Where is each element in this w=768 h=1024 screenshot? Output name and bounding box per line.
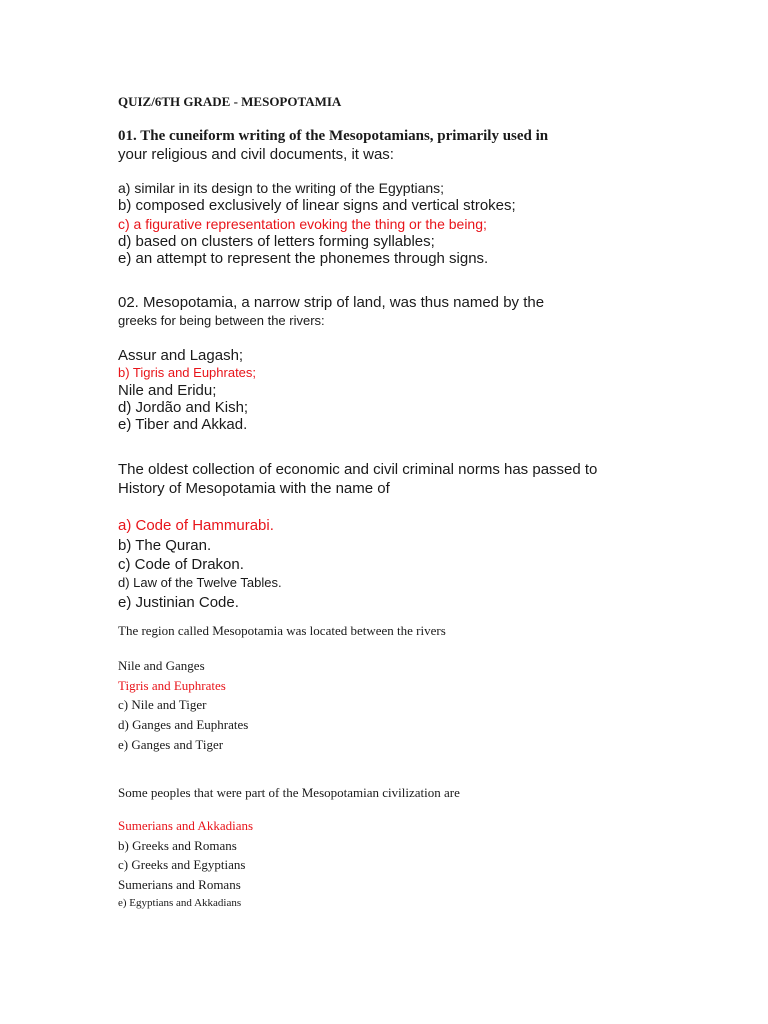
q3-option-d: d) Law of the Twelve Tables.	[118, 575, 282, 590]
q2-stem-line1: 02. Mesopotamia, a narrow strip of land, was thus named by the	[118, 294, 545, 311]
q2-stem-line2: greeks for being between the rivers:	[118, 313, 325, 328]
q3-stem-line2: History of Mesopotamia with the name of	[118, 480, 390, 497]
q2-option-e: e) Tiber and Akkad.	[118, 416, 248, 433]
q3-option-a-answer: a) Code of Hammurabi.	[118, 517, 274, 534]
q5-option-b: b) Greeks and Romans	[118, 838, 237, 853]
quiz-title: QUIZ/6TH GRADE - MESOPOTAMIA	[118, 94, 342, 109]
q3-option-b: b) The Quran.	[118, 537, 212, 554]
q3-option-c: c) Code of Drakon.	[118, 556, 244, 573]
q1-option-e: e) an attempt to represent the phonemes through signs.	[118, 250, 489, 267]
q5-option-d: Sumerians and Romans	[118, 877, 241, 892]
q3-option-e: e) Justinian Code.	[118, 594, 239, 611]
q1-stem-line2: your religious and civil documents, it was:	[118, 146, 394, 163]
q1-option-c-answer: c) a figurative representation evoking the thing or the being;	[118, 216, 487, 232]
q4-option-a: Nile and Ganges	[118, 658, 205, 673]
q2-option-d: d) Jordão and Kish;	[118, 399, 249, 416]
q2-option-b-answer: b) Tigris and Euphrates;	[118, 365, 257, 380]
q5-option-a-answer: Sumerians and Akkadians	[118, 818, 254, 833]
q5-option-c: c) Greeks and Egyptians	[118, 857, 246, 872]
q4-option-e: e) Ganges and Tiger	[118, 737, 224, 752]
q2-option-c: Nile and Eridu;	[118, 382, 217, 399]
q4-option-c: c) Nile and Tiger	[118, 697, 207, 712]
q4-stem: The region called Mesopotamia was located between the rivers	[118, 623, 446, 638]
q1-option-b: b) composed exclusively of linear signs and vertical strokes;	[118, 197, 516, 214]
q4-option-b-answer: Tigris and Euphrates	[118, 678, 226, 693]
q5-stem: Some peoples that were part of the Mesopotamian civilization are	[118, 785, 460, 800]
q1-option-a: a) similar in its design to the writing of the Egyptians;	[118, 180, 445, 196]
q5-option-e: e) Egyptians and Akkadians	[118, 897, 242, 909]
q1-option-d: d) based on clusters of letters forming syllables;	[118, 233, 435, 250]
q2-option-a: Assur and Lagash;	[118, 347, 244, 364]
q3-stem-line1: The oldest collection of economic and civil criminal norms has passed to	[118, 461, 598, 478]
q1-stem-line1: 01. The cuneiform writing of the Mesopotamians, primarily used in	[118, 128, 549, 144]
q4-option-d: d) Ganges and Euphrates	[118, 717, 249, 732]
